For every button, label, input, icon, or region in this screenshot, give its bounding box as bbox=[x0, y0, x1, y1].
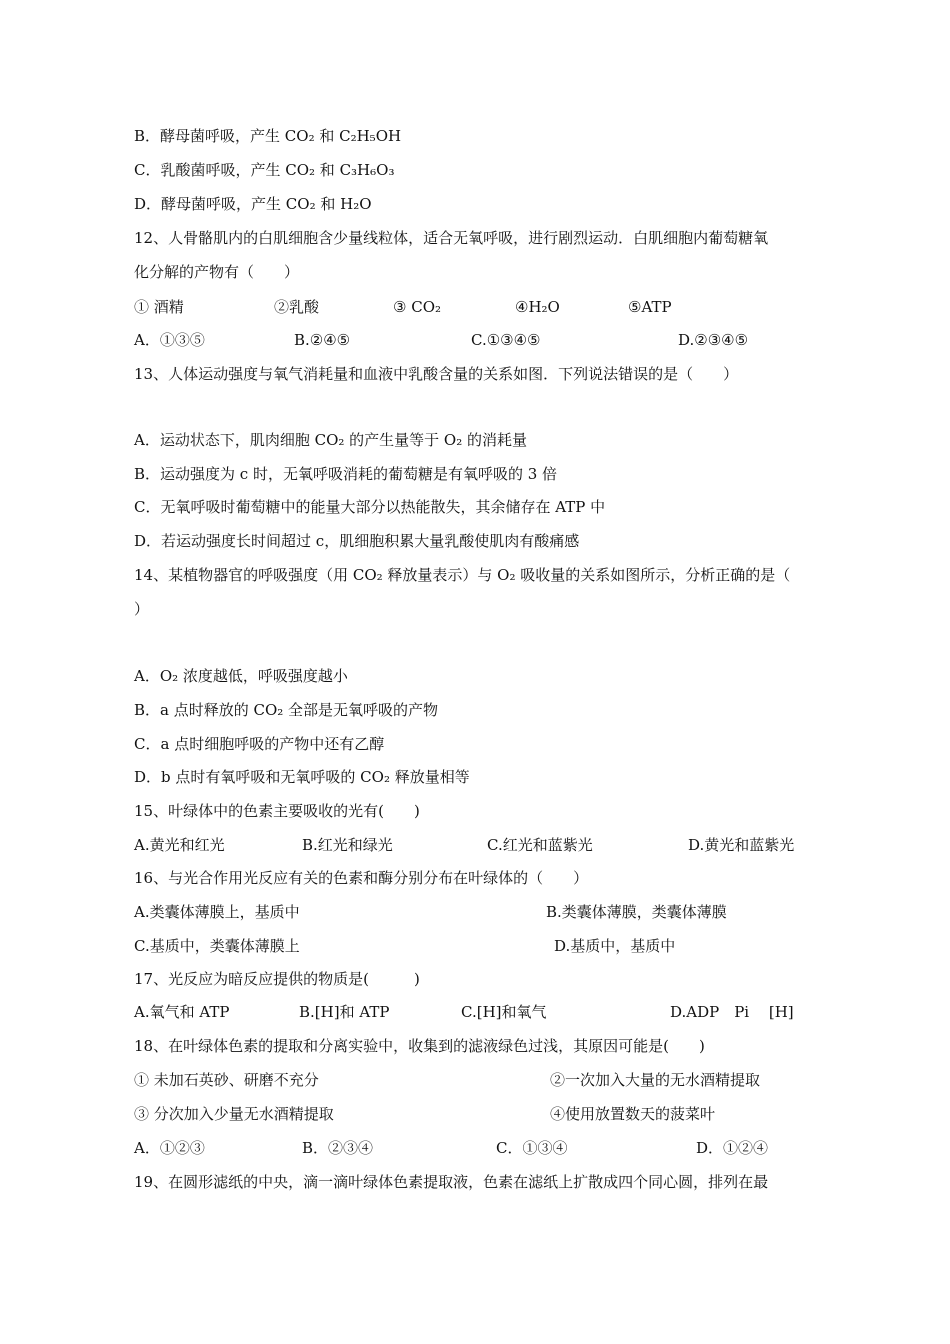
q12-stem-line1: 12、人骨骼肌内的白肌细胞含少量线粒体，适合无氧呼吸，进行剧烈运动．白肌细胞内葡萄糖氧 bbox=[134, 229, 769, 247]
q14-option-b: B．a 点时释放的 CO₂ 全部是无氧呼吸的产物 bbox=[134, 701, 439, 719]
q12-item-4: ④H₂O bbox=[515, 298, 560, 316]
q12-item-3: ③ CO₂ bbox=[393, 298, 442, 316]
q18-item-1: ① 未加石英砂、研磨不充分 bbox=[134, 1071, 319, 1089]
q17-option-a: A.氧气和 ATP bbox=[134, 1003, 230, 1021]
q12-option-b: B.②④⑤ bbox=[294, 331, 351, 349]
q16-option-c: C.基质中，类囊体薄膜上 bbox=[134, 937, 300, 955]
q13-option-a: A．运动状态下，肌肉细胞 CO₂ 的产生量等于 O₂ 的消耗量 bbox=[134, 431, 528, 449]
q13-option-b: B．运动强度为 c 时，无氧呼吸消耗的葡萄糖是有氧呼吸的 3 倍 bbox=[134, 465, 558, 483]
q12-item-1: ① 酒精 bbox=[134, 298, 184, 316]
q15-option-a: A.黄光和红光 bbox=[134, 836, 225, 854]
q17-option-c: C.[H]和氧气 bbox=[461, 1003, 547, 1021]
q18-item-3: ③ 分次加入少量无水酒精提取 bbox=[134, 1105, 334, 1123]
q18-item-4: ④使用放置数天的菠菜叶 bbox=[550, 1105, 716, 1123]
q18-option-b: B．②③④ bbox=[302, 1139, 374, 1157]
q14-option-d: D．b 点时有氧呼吸和无氧呼吸的 CO₂ 释放量相等 bbox=[134, 768, 470, 786]
q13-stem: 13、人体运动强度与氧气消耗量和血液中乳酸含量的关系如图．下列说法错误的是（ ） bbox=[134, 365, 739, 383]
q13-option-c: C．无氧呼吸时葡萄糖中的能量大部分以热能散失，其余储存在 ATP 中 bbox=[134, 498, 606, 516]
q17-option-b: B.[H]和 ATP bbox=[299, 1003, 390, 1021]
q16-option-a: A.类囊体薄膜上，基质中 bbox=[134, 903, 300, 921]
q17-option-d: D.ADP Pi [H] bbox=[670, 1003, 794, 1021]
q14-option-a: A．O₂ 浓度越低，呼吸强度越小 bbox=[134, 667, 348, 685]
q12-option-d: D.②③④⑤ bbox=[678, 331, 749, 349]
q15-stem: 15、叶绿体中的色素主要吸收的光有( ) bbox=[134, 802, 420, 820]
q12-item-2: ②乳酸 bbox=[274, 298, 320, 316]
q13-option-d: D．若运动强度长时间超过 c，肌细胞积累大量乳酸使肌肉有酸痛感 bbox=[134, 532, 580, 550]
q14-stem-line1: 14、某植物器官的呼吸强度（用 CO₂ 释放量表示）与 O₂ 吸收量的关系如图所示，分析正确的是（ bbox=[134, 566, 791, 584]
q18-item-2: ②一次加入大量的无水酒精提取 bbox=[550, 1071, 761, 1089]
q16-option-d: D.基质中，基质中 bbox=[554, 937, 676, 955]
q18-stem: 18、在叶绿体色素的提取和分离实验中，收集到的滤液绿色过浅，其原因可能是( ) bbox=[134, 1037, 705, 1055]
q11-option-d: D．酵母菌呼吸，产生 CO₂ 和 H₂O bbox=[134, 195, 372, 213]
q11-option-c: C．乳酸菌呼吸，产生 CO₂ 和 C₃H₆O₃ bbox=[134, 161, 395, 179]
q16-stem: 16、与光合作用光反应有关的色素和酶分别分布在叶绿体的（ ） bbox=[134, 869, 589, 887]
q18-option-c: C．①③④ bbox=[496, 1139, 568, 1157]
q14-option-c: C．a 点时细胞呼吸的产物中还有乙醇 bbox=[134, 735, 385, 753]
q11-option-b: B．酵母菌呼吸，产生 CO₂ 和 C₂H₅OH bbox=[134, 127, 402, 145]
q15-option-d: D.黄光和蓝紫光 bbox=[688, 836, 795, 854]
q15-option-c: C.红光和蓝紫光 bbox=[487, 836, 593, 854]
q12-item-5: ⑤ATP bbox=[628, 298, 672, 316]
q18-option-d: D．①②④ bbox=[696, 1139, 769, 1157]
q12-stem-line2: 化分解的产物有（ ） bbox=[134, 263, 300, 281]
q17-stem: 17、光反应为暗反应提供的物质是( ) bbox=[134, 970, 420, 988]
q19-stem: 19、在圆形滤纸的中央，滴一滴叶绿体色素提取液，色素在滤纸上扩散成四个同心圆，排列在最 bbox=[134, 1173, 769, 1191]
q18-option-a: A．①②③ bbox=[134, 1139, 205, 1157]
q12-option-a: A．①③⑤ bbox=[134, 331, 205, 349]
q14-stem-line2: ） bbox=[134, 600, 150, 618]
q15-option-b: B.红光和绿光 bbox=[302, 836, 393, 854]
q16-option-b: B.类囊体薄膜，类囊体薄膜 bbox=[546, 903, 727, 921]
q12-option-c: C.①③④⑤ bbox=[471, 331, 541, 349]
